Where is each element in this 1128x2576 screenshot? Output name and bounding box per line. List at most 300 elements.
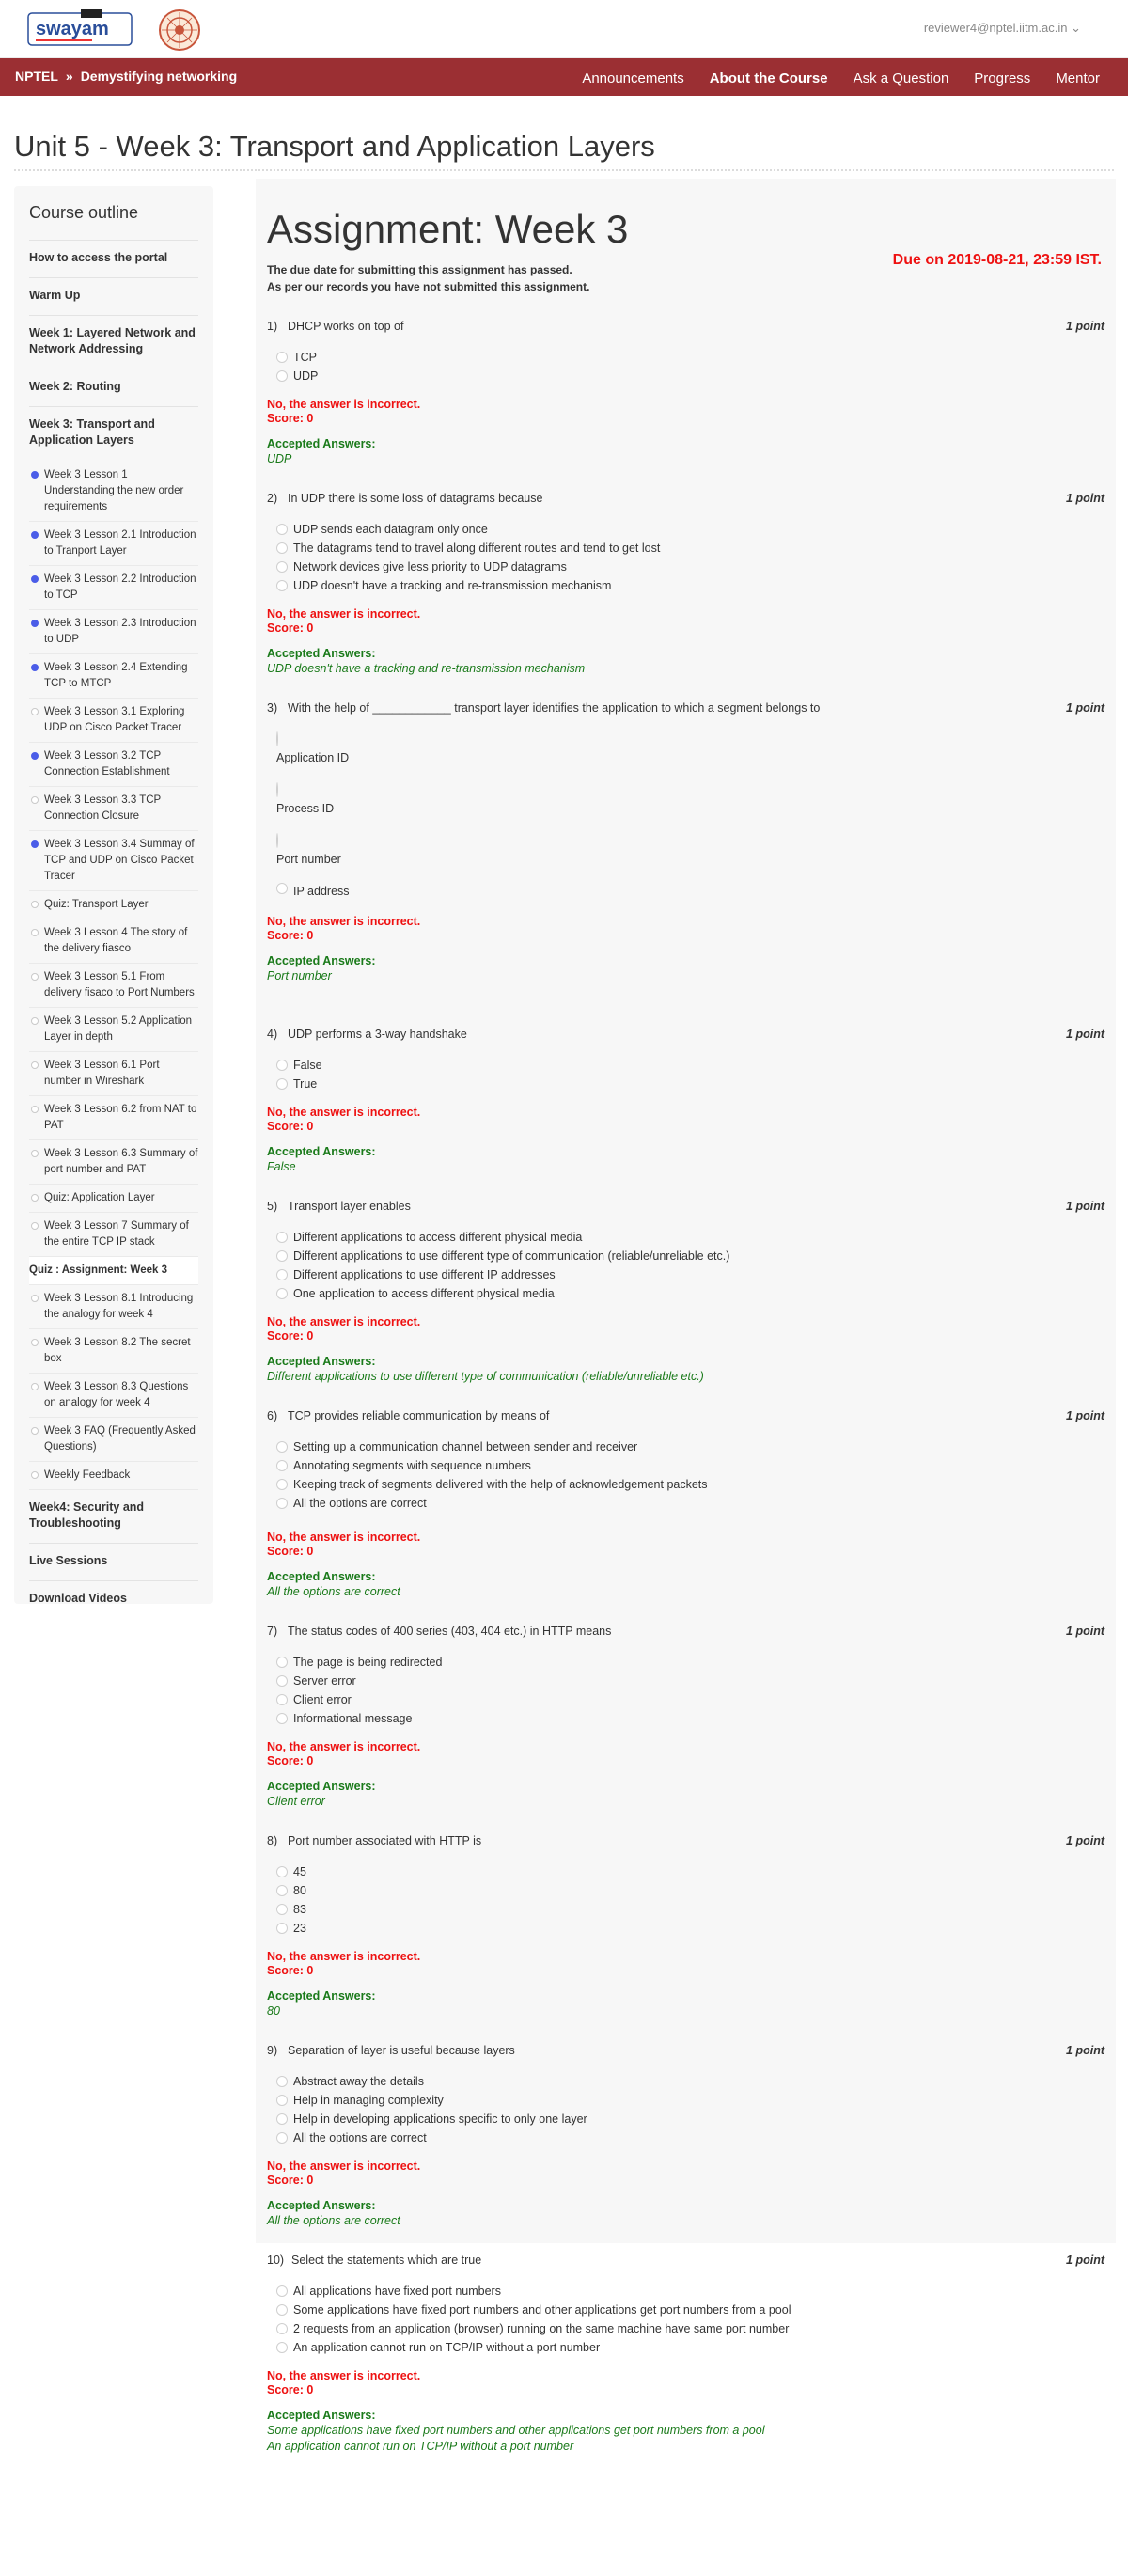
title-divider bbox=[14, 169, 1114, 171]
answer-option[interactable] bbox=[276, 1437, 1104, 1456]
option-label: Port number bbox=[276, 853, 341, 866]
question-header bbox=[267, 701, 1104, 715]
sidebar-item-label: Week 3 Lesson 5.1 From delivery fisaco to Port Numbers bbox=[44, 971, 195, 998]
question-points: 1 point bbox=[1066, 1409, 1104, 1422]
answer-option[interactable] bbox=[276, 1919, 1104, 1938]
question-text: Select the statements which are true bbox=[291, 2254, 482, 2267]
radio-button[interactable] bbox=[276, 2132, 288, 2144]
score-text: Score: 0 bbox=[267, 1545, 314, 1558]
option-label: UDP bbox=[293, 369, 319, 383]
sidebar-item[interactable] bbox=[29, 1185, 198, 1213]
question-number: 4) bbox=[267, 1028, 278, 1041]
user-menu[interactable] bbox=[924, 21, 1081, 36]
question-points: 1 point bbox=[1066, 1625, 1104, 1638]
radio-button[interactable] bbox=[276, 1269, 288, 1280]
answer-option[interactable] bbox=[276, 1265, 1104, 1284]
incorrect-message: No, the answer is incorrect. bbox=[267, 2369, 421, 2382]
assignment-title: Assignment: Week 3 bbox=[267, 207, 629, 251]
radio-button[interactable] bbox=[276, 883, 288, 894]
breadcrumb-course[interactable]: Demystifying networking bbox=[80, 69, 238, 84]
option-label: All applications have fixed port numbers bbox=[293, 2285, 501, 2298]
sidebar-item[interactable] bbox=[29, 654, 198, 699]
accepted-answers-label: Accepted Answers: bbox=[267, 437, 376, 450]
answer-option[interactable] bbox=[276, 1475, 1104, 1494]
option-label: Different applications to access different physical media bbox=[293, 1231, 583, 1244]
sidebar-item[interactable] bbox=[29, 566, 198, 610]
incorrect-message: No, the answer is incorrect. bbox=[267, 1106, 421, 1119]
incomplete-dot-icon bbox=[31, 973, 39, 981]
sidebar-group-warm-up[interactable]: Warm Up bbox=[29, 278, 198, 316]
option-label: One application to access different physical media bbox=[293, 1287, 555, 1300]
radio-button[interactable] bbox=[276, 352, 288, 363]
due-date: Due on 2019-08-21, 23:59 IST. bbox=[892, 252, 1102, 268]
user-email: reviewer4@nptel.iitm.ac.in bbox=[923, 21, 1068, 35]
accepted-answers-label: Accepted Answers: bbox=[267, 1780, 376, 1793]
radio-button[interactable] bbox=[276, 1060, 288, 1071]
answer-options bbox=[267, 2282, 1104, 2357]
radio-button[interactable] bbox=[276, 1460, 288, 1471]
question-text: Separation of layer is useful because layers bbox=[288, 2044, 515, 2057]
score-text: Score: 0 bbox=[267, 2383, 314, 2396]
sidebar-week3-items bbox=[29, 460, 198, 1490]
radio-button[interactable] bbox=[276, 1904, 288, 1915]
option-label: All the options are correct bbox=[293, 1497, 427, 1510]
answer-option[interactable] bbox=[276, 2301, 1104, 2319]
radio-button[interactable] bbox=[276, 1498, 288, 1509]
question-block bbox=[267, 1625, 1104, 1810]
chevron-down-icon: ⌄ bbox=[1071, 21, 1081, 35]
question-header bbox=[267, 1834, 1104, 1847]
question-block bbox=[267, 1028, 1104, 1175]
answer-option[interactable] bbox=[276, 576, 1104, 595]
option-label: An application cannot run on TCP/IP without a port number bbox=[293, 2341, 601, 2354]
answer-option[interactable] bbox=[276, 2110, 1104, 2128]
incomplete-dot-icon bbox=[31, 929, 39, 936]
top-header bbox=[0, 0, 1128, 58]
question-text: In UDP there is some loss of datagrams because bbox=[288, 492, 543, 505]
answer-feedback bbox=[267, 397, 1104, 467]
sidebar-group-live-sessions[interactable]: Live Sessions bbox=[29, 1544, 198, 1581]
sidebar-item[interactable] bbox=[29, 1140, 198, 1185]
incomplete-dot-icon bbox=[31, 1150, 39, 1157]
incorrect-message: No, the answer is incorrect. bbox=[267, 1531, 421, 1544]
option-label: Client error bbox=[293, 1693, 352, 1706]
sidebar-item-label: Week 3 Lesson 8.3 Questions on analogy for week 4 bbox=[44, 1381, 189, 1408]
score-text: Score: 0 bbox=[267, 1120, 314, 1133]
accepted-answers-label: Accepted Answers: bbox=[267, 1355, 376, 1368]
sidebar-item[interactable] bbox=[29, 699, 198, 743]
sidebar-item[interactable] bbox=[29, 1213, 198, 1257]
breadcrumb bbox=[15, 69, 237, 84]
incomplete-dot-icon bbox=[31, 1383, 39, 1390]
answer-feedback bbox=[267, 1314, 1104, 1385]
question-text: TCP provides reliable communication by means of bbox=[288, 1409, 550, 1422]
answer-options bbox=[267, 1862, 1104, 1938]
question-header bbox=[267, 2044, 1104, 2057]
question-header bbox=[267, 492, 1104, 505]
radio-button[interactable] bbox=[276, 2342, 288, 2353]
score-text: Score: 0 bbox=[267, 1329, 314, 1343]
answer-option[interactable] bbox=[276, 1228, 1104, 1247]
sidebar-item-label: Week 3 Lesson 5.2 Application Layer in depth bbox=[44, 1015, 193, 1043]
breadcrumb-separator: » bbox=[65, 69, 73, 84]
question-number: 7) bbox=[267, 1625, 278, 1638]
sidebar-item-label: Week 3 FAQ (Frequently Asked Questions) bbox=[44, 1425, 196, 1453]
question-header bbox=[267, 1625, 1104, 1638]
radio-button[interactable] bbox=[276, 731, 278, 746]
sidebar-item-label: Weekly Feedback bbox=[44, 1469, 131, 1481]
sidebar-group-week1[interactable]: Week 1: Layered Network and Network Addressing bbox=[29, 316, 198, 369]
question-block bbox=[267, 1409, 1104, 1600]
course-navbar bbox=[0, 58, 1128, 96]
answer-option[interactable] bbox=[276, 1494, 1104, 1513]
sidebar-item-label: Week 3 Lesson 3.3 TCP Connection Closure bbox=[44, 794, 162, 822]
radio-button[interactable] bbox=[276, 561, 288, 573]
option-label: Abstract away the details bbox=[293, 2075, 424, 2088]
incorrect-message: No, the answer is incorrect. bbox=[267, 1315, 421, 1328]
nav-ask-question[interactable]: Ask a Question bbox=[853, 71, 949, 86]
question-text: The status codes of 400 series (403, 404 etc.) in HTTP means bbox=[288, 1625, 612, 1638]
score-text: Score: 0 bbox=[267, 1754, 314, 1767]
radio-button[interactable] bbox=[276, 1713, 288, 1724]
not-submitted-notice: As per our records you have not submitted this assignment. bbox=[267, 280, 590, 293]
option-label: The datagrams tend to travel along different routes and tend to get lost bbox=[293, 542, 661, 555]
option-label: Server error bbox=[293, 1674, 356, 1688]
radio-button[interactable] bbox=[276, 782, 278, 797]
answer-option[interactable] bbox=[276, 2072, 1104, 2091]
score-text: Score: 0 bbox=[267, 621, 314, 635]
accepted-answer: UDP bbox=[267, 452, 292, 465]
accepted-answers-label: Accepted Answers: bbox=[267, 2199, 376, 2212]
incomplete-dot-icon bbox=[31, 1471, 39, 1479]
accepted-answer: All the options are correct bbox=[267, 2214, 400, 2227]
answer-options bbox=[267, 1056, 1104, 1093]
sidebar-item[interactable] bbox=[29, 743, 198, 787]
incomplete-dot-icon bbox=[31, 708, 39, 715]
accepted-answer: Port number bbox=[267, 969, 332, 982]
option-label: UDP doesn't have a tracking and re-transmission mechanism bbox=[293, 579, 612, 592]
answer-option[interactable] bbox=[276, 539, 1104, 558]
sidebar-item[interactable] bbox=[29, 1008, 198, 1052]
question-block bbox=[267, 492, 1104, 677]
question-list bbox=[267, 320, 1104, 2455]
nav-progress[interactable]: Progress bbox=[974, 71, 1031, 86]
option-label: Network devices give less priority to UDP datagrams bbox=[293, 560, 567, 573]
sidebar-group-week3[interactable]: Week 3: Transport and Application Layers bbox=[29, 417, 155, 447]
incomplete-dot-icon bbox=[31, 1222, 39, 1230]
question-block bbox=[267, 701, 1104, 984]
question-number: 2) bbox=[267, 492, 278, 505]
accepted-answers-label: Accepted Answers: bbox=[267, 1570, 376, 1583]
answer-option[interactable] bbox=[276, 1456, 1104, 1475]
answer-option[interactable] bbox=[276, 831, 1104, 869]
sidebar-item-label: Week 3 Lesson 2.3 Introduction to UDP bbox=[44, 618, 196, 645]
radio-button[interactable] bbox=[276, 1288, 288, 1299]
sidebar-item[interactable] bbox=[29, 919, 198, 964]
answer-feedback bbox=[267, 1105, 1104, 1175]
sidebar-item-label: Week 3 Lesson 2.4 Extending TCP to MTCP bbox=[44, 662, 188, 689]
radio-button[interactable] bbox=[276, 542, 288, 554]
option-label: TCP bbox=[293, 351, 317, 364]
radio-button[interactable] bbox=[276, 1479, 288, 1490]
radio-button[interactable] bbox=[276, 833, 278, 848]
score-text: Score: 0 bbox=[267, 1964, 314, 1977]
radio-button[interactable] bbox=[276, 370, 288, 382]
accepted-answers-label: Accepted Answers: bbox=[267, 1145, 376, 1158]
option-label: 83 bbox=[293, 1903, 306, 1916]
radio-button[interactable] bbox=[276, 2304, 288, 2316]
nav-about-course[interactable]: About the Course bbox=[709, 71, 828, 86]
swayam-logo[interactable] bbox=[26, 9, 139, 49]
incomplete-dot-icon bbox=[31, 1427, 39, 1435]
answer-option[interactable] bbox=[276, 2091, 1104, 2110]
question-number: 9) bbox=[267, 2044, 278, 2057]
radio-button[interactable] bbox=[276, 1657, 288, 1668]
question-number: 1) bbox=[267, 320, 278, 333]
answer-feedback bbox=[267, 1530, 1104, 1600]
sidebar-item-label: Week 3 Lesson 2.2 Introduction to TCP bbox=[44, 573, 196, 601]
accepted-answer: UDP doesn't have a tracking and re-transmission mechanism bbox=[267, 662, 586, 675]
course-outline-sidebar bbox=[14, 186, 213, 1604]
question-header bbox=[267, 1028, 1104, 1041]
answer-option[interactable] bbox=[276, 2282, 1104, 2301]
completed-dot-icon bbox=[31, 664, 39, 671]
sidebar-item[interactable] bbox=[29, 1096, 198, 1140]
accepted-answer: All the options are correct bbox=[267, 1585, 400, 1598]
radio-button[interactable] bbox=[276, 2113, 288, 2125]
answer-option[interactable] bbox=[276, 1653, 1104, 1672]
option-label: All the options are correct bbox=[293, 2131, 427, 2144]
question-points: 1 point bbox=[1066, 1028, 1104, 1041]
answer-option[interactable] bbox=[276, 882, 1104, 901]
swayam-logo-text: swayam bbox=[36, 19, 109, 39]
question-block bbox=[267, 2254, 1104, 2455]
radio-button[interactable] bbox=[276, 1232, 288, 1243]
answer-option[interactable] bbox=[276, 1881, 1104, 1900]
option-label: 45 bbox=[293, 1865, 306, 1878]
sidebar-item-label: Week 3 Lesson 6.1 Port number in Wireshark bbox=[44, 1060, 160, 1087]
unit-title: Unit 5 - Week 3: Transport and Application Layers bbox=[14, 130, 655, 163]
answer-option[interactable] bbox=[276, 348, 1104, 367]
answer-option[interactable] bbox=[276, 1284, 1104, 1303]
sidebar-item-label: Quiz: Application Layer bbox=[44, 1192, 155, 1203]
question-number: 6) bbox=[267, 1409, 278, 1422]
score-text: Score: 0 bbox=[267, 2174, 314, 2187]
sidebar-item[interactable] bbox=[29, 1374, 198, 1418]
radio-button[interactable] bbox=[276, 1441, 288, 1453]
question-points: 1 point bbox=[1066, 1200, 1104, 1213]
radio-button[interactable] bbox=[276, 1694, 288, 1705]
radio-button[interactable] bbox=[276, 1923, 288, 1934]
question-points: 1 point bbox=[1066, 2044, 1104, 2057]
sidebar-item-label: Week 3 Lesson 3.1 Exploring UDP on Cisco Packet Tracer bbox=[44, 706, 185, 733]
incorrect-message: No, the answer is incorrect. bbox=[267, 1950, 421, 1963]
option-label: Process ID bbox=[276, 802, 335, 815]
answer-option[interactable] bbox=[276, 1709, 1104, 1728]
option-label: Informational message bbox=[293, 1712, 413, 1725]
question-text: With the help of ____________ transport layer identifies the application to which a segment belongs to bbox=[288, 701, 821, 715]
sidebar-item-label: Week 3 Lesson 7 Summary of the entire TCP IP stack bbox=[44, 1220, 189, 1248]
answer-option[interactable] bbox=[276, 780, 1104, 818]
completed-dot-icon bbox=[31, 575, 39, 583]
incomplete-dot-icon bbox=[31, 796, 39, 804]
answer-feedback bbox=[267, 2368, 1104, 2455]
sidebar-item[interactable] bbox=[29, 1418, 198, 1462]
nav-links bbox=[556, 71, 1100, 86]
completed-dot-icon bbox=[31, 531, 39, 539]
option-label: Setting up a communication channel between sender and receiver bbox=[293, 1440, 638, 1453]
answer-option[interactable] bbox=[276, 1247, 1104, 1265]
sidebar-item[interactable] bbox=[29, 1462, 198, 1490]
answer-option[interactable] bbox=[276, 558, 1104, 576]
radio-button[interactable] bbox=[276, 1250, 288, 1262]
answer-option[interactable] bbox=[276, 730, 1104, 767]
question-number: 10) bbox=[267, 2254, 285, 2267]
option-label: True bbox=[293, 1077, 318, 1091]
question-points: 1 point bbox=[1066, 2254, 1104, 2267]
question-header bbox=[267, 320, 1104, 333]
accepted-answers-label: Accepted Answers: bbox=[267, 1989, 376, 2003]
sidebar-item[interactable] bbox=[29, 1285, 198, 1329]
sidebar-item[interactable] bbox=[29, 964, 198, 1008]
sidebar-group-download-videos[interactable]: Download Videos bbox=[29, 1592, 127, 1605]
option-label: 23 bbox=[293, 1922, 306, 1935]
sidebar-item-label: Week 3 Lesson 1 Understanding the new order requirements bbox=[44, 469, 184, 512]
completed-dot-icon bbox=[31, 620, 39, 627]
incorrect-message: No, the answer is incorrect. bbox=[267, 607, 421, 620]
radio-button[interactable] bbox=[276, 2323, 288, 2334]
incorrect-message: No, the answer is incorrect. bbox=[267, 915, 421, 928]
question-block bbox=[267, 320, 1104, 467]
radio-button[interactable] bbox=[276, 2076, 288, 2087]
incomplete-dot-icon bbox=[31, 1061, 39, 1069]
incomplete-dot-icon bbox=[31, 1017, 39, 1025]
score-text: Score: 0 bbox=[267, 412, 314, 425]
option-label: The page is being redirected bbox=[293, 1656, 443, 1669]
radio-button[interactable] bbox=[276, 1675, 288, 1687]
question-header bbox=[267, 2254, 1104, 2267]
answer-option[interactable] bbox=[276, 2338, 1104, 2357]
incorrect-message: No, the answer is incorrect. bbox=[267, 1740, 421, 1753]
score-text: Score: 0 bbox=[267, 929, 314, 942]
question-block bbox=[267, 2044, 1104, 2229]
answer-option[interactable] bbox=[276, 2319, 1104, 2338]
incomplete-dot-icon bbox=[31, 1339, 39, 1346]
question-text: UDP performs a 3-way handshake bbox=[288, 1028, 467, 1041]
sidebar-item-label: Quiz : Assignment: Week 3 bbox=[29, 1264, 167, 1276]
sidebar-item[interactable] bbox=[29, 1052, 198, 1096]
radio-button[interactable] bbox=[276, 2285, 288, 2297]
answer-option[interactable] bbox=[276, 1672, 1104, 1690]
radio-button[interactable] bbox=[276, 2095, 288, 2106]
sidebar-item-label: Week 3 Lesson 3.2 TCP Connection Establishment bbox=[44, 750, 170, 778]
accepted-answer: False bbox=[267, 1160, 296, 1173]
incomplete-dot-icon bbox=[31, 901, 39, 908]
sidebar-item[interactable] bbox=[29, 522, 198, 566]
answer-feedback bbox=[267, 606, 1104, 677]
question-number: 5) bbox=[267, 1200, 278, 1213]
accepted-answer: Client error bbox=[267, 1795, 325, 1808]
answer-options bbox=[267, 2072, 1104, 2147]
option-label: Application ID bbox=[276, 751, 350, 764]
sidebar-item-label: Week 3 Lesson 8.1 Introducing the analogy for week 4 bbox=[44, 1293, 194, 1320]
due-passed-notice: The due date for submitting this assignment has passed. bbox=[267, 263, 572, 276]
question-number: 3) bbox=[267, 701, 278, 715]
sidebar-item-label: Week 3 Lesson 6.3 Summary of port number and PAT bbox=[44, 1148, 198, 1175]
radio-button[interactable] bbox=[276, 1885, 288, 1896]
radio-button[interactable] bbox=[276, 1866, 288, 1877]
answer-option[interactable] bbox=[276, 1690, 1104, 1709]
option-label: False bbox=[293, 1059, 322, 1072]
answer-option[interactable] bbox=[276, 1075, 1104, 1093]
question-text: Transport layer enables bbox=[288, 1200, 411, 1213]
answer-option[interactable] bbox=[276, 1900, 1104, 1919]
sidebar-item-label: Quiz: Transport Layer bbox=[44, 899, 149, 910]
answer-options bbox=[267, 520, 1104, 595]
answer-feedback bbox=[267, 1949, 1104, 2019]
answer-option[interactable] bbox=[276, 1056, 1104, 1075]
breadcrumb-nptel[interactable]: NPTEL bbox=[15, 69, 58, 84]
sidebar-item-label: Week 3 Lesson 3.4 Summay of TCP and UDP on Cisco Packet Tracer bbox=[44, 839, 195, 882]
course-outline-title: Course outline bbox=[29, 203, 139, 222]
radio-button[interactable] bbox=[276, 1078, 288, 1090]
accepted-answers-label: Accepted Answers: bbox=[267, 647, 376, 660]
incomplete-dot-icon bbox=[31, 1295, 39, 1302]
option-label: Different applications to use different IP addresses bbox=[293, 1268, 556, 1281]
sidebar-group-week2[interactable]: Week 2: Routing bbox=[29, 369, 198, 407]
option-label: Help in developing applications specific to only one layer bbox=[293, 2113, 588, 2126]
answer-options bbox=[267, 730, 1104, 901]
answer-feedback bbox=[267, 1739, 1104, 1810]
accepted-answers-label: Accepted Answers: bbox=[267, 954, 376, 967]
nav-announcements[interactable]: Announcements bbox=[582, 71, 684, 86]
nav-mentor[interactable]: Mentor bbox=[1056, 71, 1100, 86]
answer-option[interactable] bbox=[276, 367, 1104, 385]
sidebar-item[interactable] bbox=[29, 891, 198, 919]
sidebar-item[interactable] bbox=[29, 787, 198, 831]
assignment-panel bbox=[256, 179, 1116, 2453]
question-header bbox=[267, 1200, 1104, 1213]
sidebar-item[interactable] bbox=[29, 462, 198, 522]
answer-option[interactable] bbox=[276, 520, 1104, 539]
radio-button[interactable] bbox=[276, 580, 288, 591]
sidebar-item-current-assignment[interactable] bbox=[29, 1257, 198, 1285]
accepted-answer: 80 bbox=[267, 2004, 280, 2018]
answer-option[interactable] bbox=[276, 2128, 1104, 2147]
option-label: 80 bbox=[293, 1884, 306, 1897]
answer-options bbox=[267, 1653, 1104, 1728]
question-text: DHCP works on top of bbox=[288, 320, 404, 333]
answer-option[interactable] bbox=[276, 1862, 1104, 1881]
sidebar-item[interactable] bbox=[29, 1329, 198, 1374]
question-points: 1 point bbox=[1066, 1834, 1104, 1847]
completed-dot-icon bbox=[31, 752, 39, 760]
question-block bbox=[267, 1200, 1104, 1385]
question-points: 1 point bbox=[1066, 492, 1104, 505]
sidebar-item[interactable] bbox=[29, 831, 198, 891]
option-label: IP address bbox=[293, 885, 350, 898]
sidebar-group-access-portal[interactable]: How to access the portal bbox=[29, 240, 198, 278]
answer-options bbox=[267, 348, 1104, 385]
question-text: Port number associated with HTTP is bbox=[288, 1834, 482, 1847]
option-label: Annotating segments with sequence numbers bbox=[293, 1459, 531, 1472]
sidebar-group-week4[interactable]: Week4: Security and Troubleshooting bbox=[29, 1490, 198, 1544]
sidebar-item[interactable] bbox=[29, 610, 198, 654]
option-label: Different applications to use different type of communication (reliable/unreliable etc.) bbox=[293, 1249, 730, 1263]
question-header bbox=[267, 1409, 1104, 1422]
radio-button[interactable] bbox=[276, 524, 288, 535]
accepted-answer: Some applications have fixed port numbers and other applications get port numbers from a pool bbox=[267, 2424, 765, 2437]
